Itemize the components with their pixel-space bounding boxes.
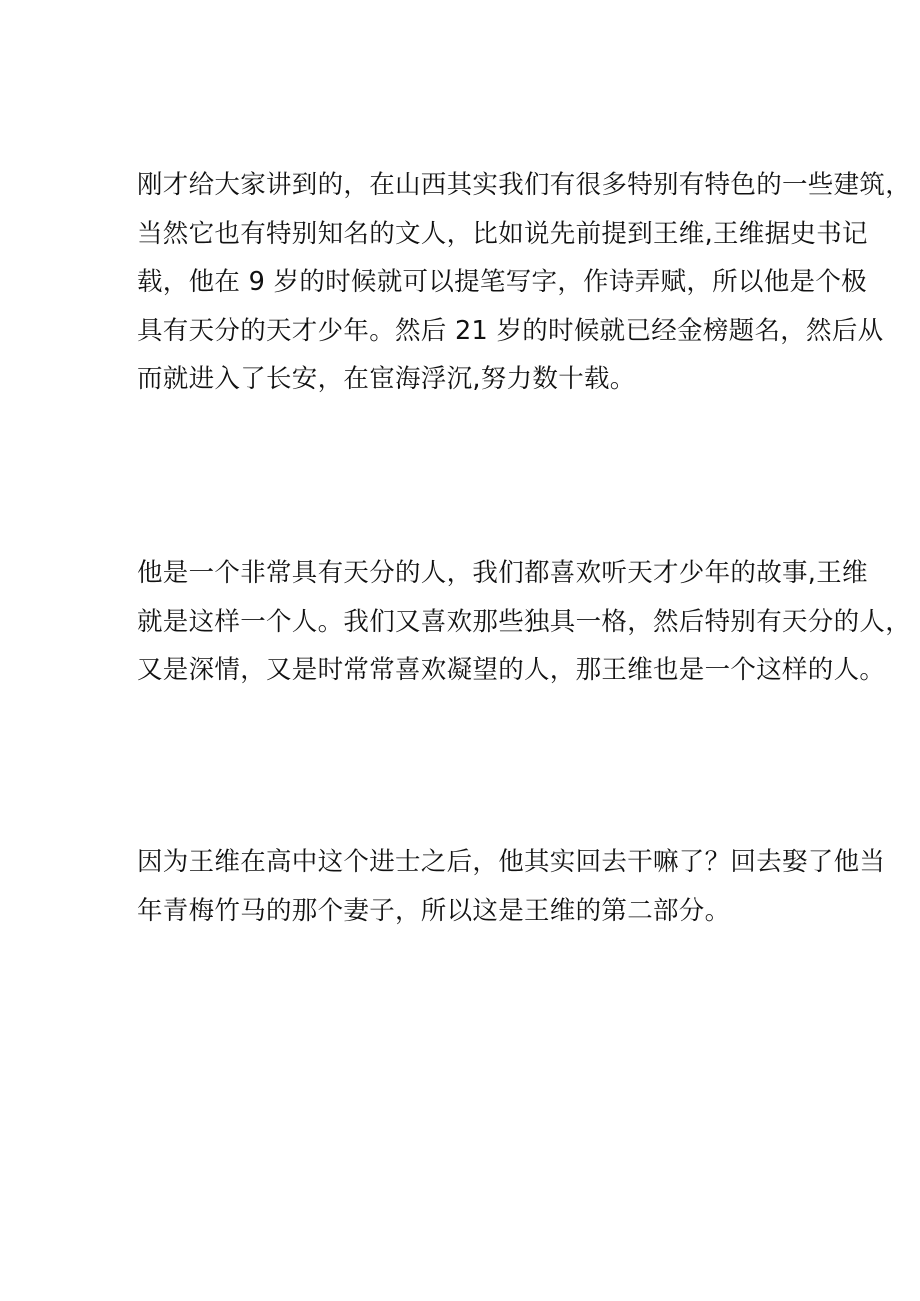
paragraph-line: 又是深情，又是时常常喜欢凝望的人，那王维也是一个这样的人。 bbox=[137, 655, 886, 685]
paragraph-3 bbox=[137, 838, 886, 935]
paragraph-line: 当然它也有特别知名的文人，比如说先前提到王维,王维据史书记 bbox=[137, 218, 868, 249]
paragraph-line: 具有天分的天才少年。然后 21 岁的时候就已经金榜题名，然后从 bbox=[137, 315, 884, 346]
paragraph-line: 年青梅竹马的那个妻子，所以这是王维的第二部分。 bbox=[137, 895, 731, 926]
paragraph-line: 就是这样一个人。我们又喜欢那些独具一格，然后特别有天分的人， bbox=[137, 606, 912, 637]
paragraph-line: 刚才给大家讲到的，在山西其实我们有很多特别有特色的一些建筑， bbox=[137, 170, 912, 200]
paragraph-line: 载，他在 9 岁的时候就可以提笔写字，作诗弄赋，所以他是个极 bbox=[137, 267, 867, 297]
paragraph-2 bbox=[137, 549, 912, 695]
paragraph-line: 而就进入了长安，在宦海浮沉,努力数十载。 bbox=[137, 364, 636, 394]
paragraph-line: 因为王维在高中这个进士之后，他其实回去干嘛了？回去娶了他当 bbox=[137, 847, 886, 877]
paragraph-1 bbox=[137, 161, 912, 404]
paragraph-line: 他是一个非常具有天分的人，我们都喜欢听天才少年的故事,王维 bbox=[137, 558, 868, 588]
